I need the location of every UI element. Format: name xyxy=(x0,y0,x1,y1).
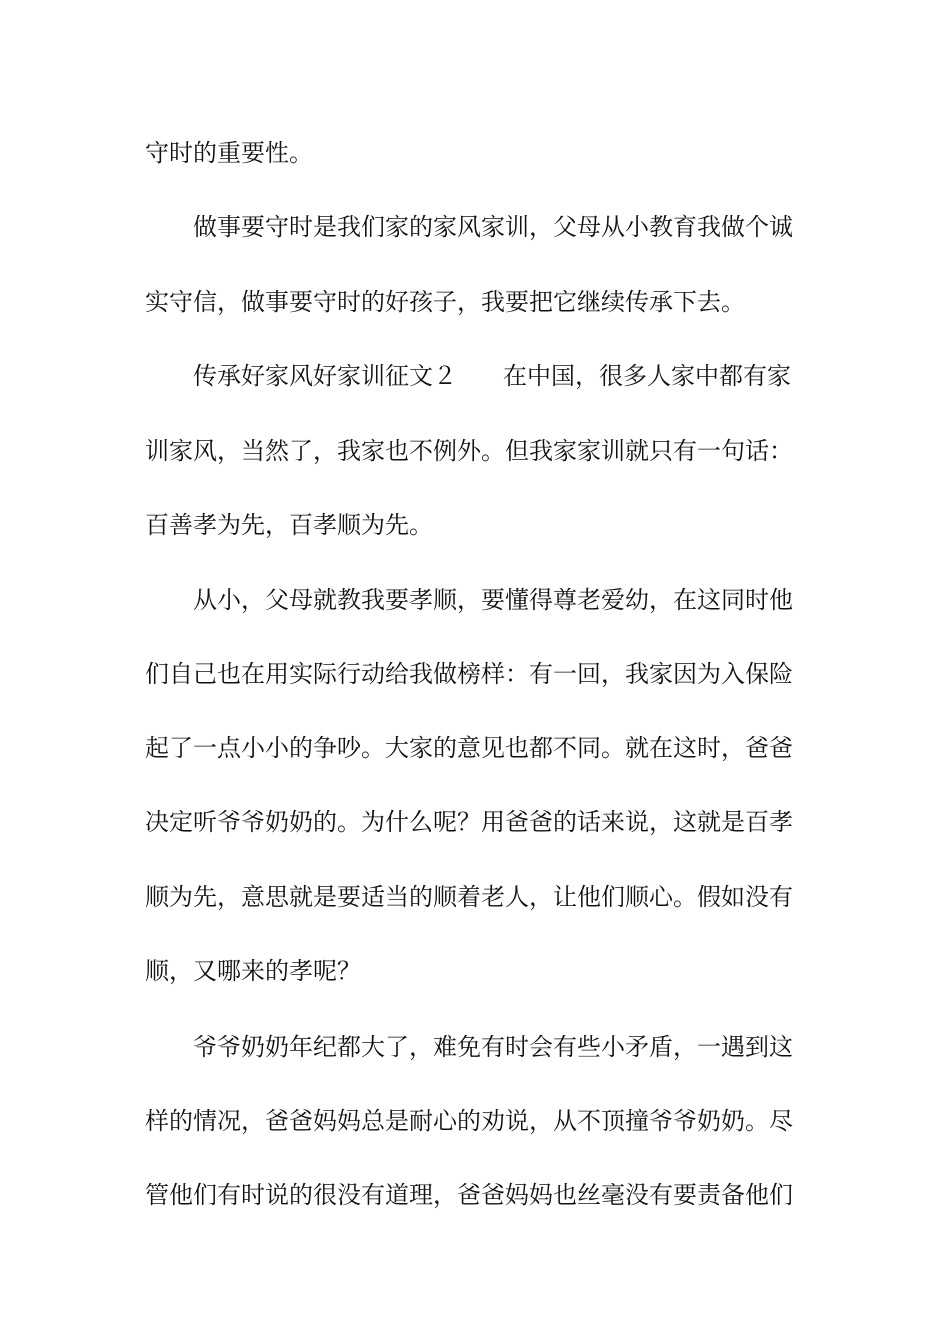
paragraph-2-line-2: 训家风，当然了，我家也不例外。但我家家训就只有一句话： xyxy=(145,437,793,465)
essay-title: 传承好家风好家训征文２ xyxy=(193,362,457,390)
paragraph-4-line-2: 样的情况，爸爸妈妈总是耐心的劝说，从不顶撞爷爷奶奶。尽 xyxy=(145,1107,793,1135)
paragraph-3-line-6: 顺，又哪来的孝呢？ xyxy=(145,957,361,985)
paragraph-3-line-4: 决定听爷爷奶奶的。为什么呢？用爸爸的话来说，这就是百孝 xyxy=(145,808,793,836)
paragraph-3-line-5: 顺为先，意思就是要适当的顺着老人，让他们顺心。假如没有 xyxy=(145,883,793,911)
paragraph-2-line-1 xyxy=(193,356,863,396)
paragraph-1-line-1: 做事要守时是我们家的家风家训，父母从小教育我做个诚 xyxy=(193,213,793,241)
paragraph-2-line-3: 百善孝为先，百孝顺为先。 xyxy=(145,511,433,539)
paragraph-3-line-2: 们自己也在用实际行动给我做榜样：有一回，我家因为入保险 xyxy=(145,660,793,688)
paragraph-4-line-3: 管他们有时说的很没有道理，爸爸妈妈也丝毫没有要责备他们 xyxy=(145,1181,793,1209)
paragraph-4-line-1: 爷爷奶奶年纪都大了，难免有时会有些小矛盾，一遇到这 xyxy=(193,1033,793,1061)
text-line-1: 守时的重要性。 xyxy=(145,139,313,167)
paragraph-2-opening: 在中国，很多人家中都有家 xyxy=(503,362,791,390)
paragraph-1-line-2: 实守信，做事要守时的好孩子，我要把它继续传承下去。 xyxy=(145,288,745,316)
paragraph-3-line-3: 起了一点小小的争吵。大家的意见也都不同。就在这时，爸爸 xyxy=(145,734,793,762)
paragraph-3-line-1: 从小，父母就教我要孝顺，要懂得尊老爱幼，在这同时他 xyxy=(193,586,793,614)
